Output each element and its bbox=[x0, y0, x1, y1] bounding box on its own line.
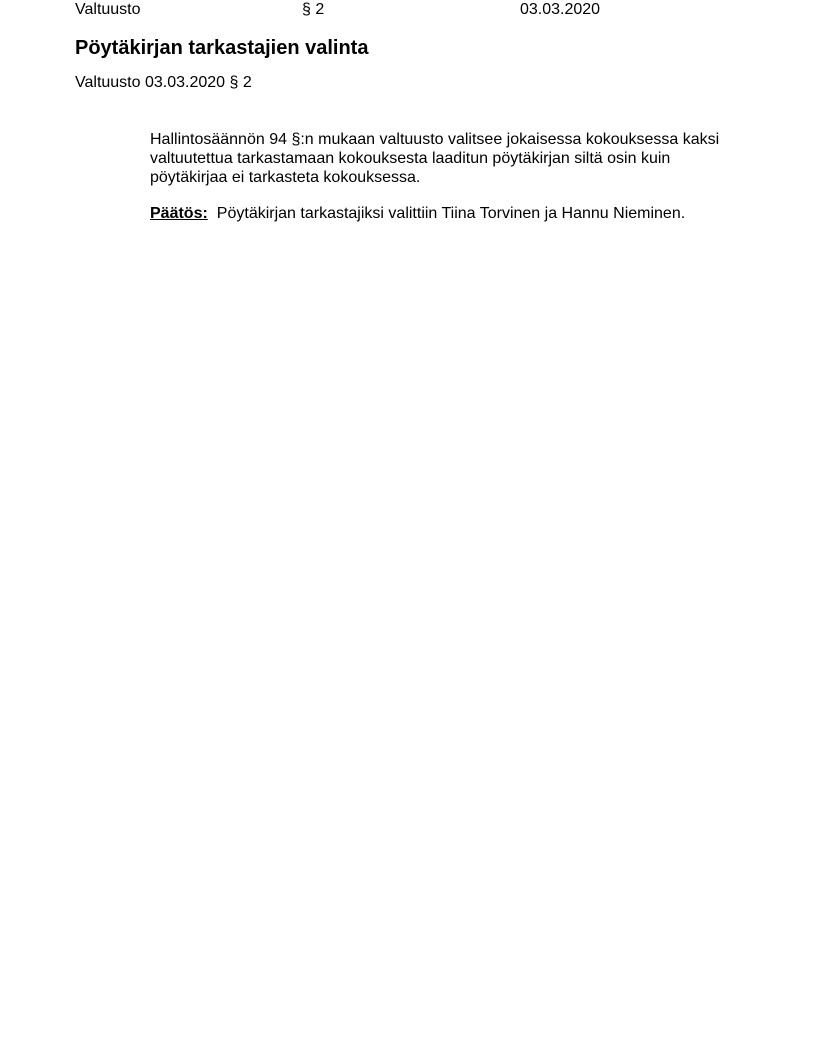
header-section-number: § 2 bbox=[302, 1, 325, 18]
paragraph-line: Hallintosäännön 94 §:n mukaan valtuusto valitsee jokaisessa kokouksessa kaksi bbox=[150, 131, 720, 148]
paragraph-line: valtuutettua tarkastamaan kokouksesta laaditun pöytäkirjan siltä osin kuin bbox=[150, 150, 671, 167]
decision-row bbox=[150, 204, 685, 223]
document-title: Pöytäkirjan tarkastajien valinta bbox=[75, 37, 369, 59]
section-reference: Valtuusto 03.03.2020 § 2 bbox=[75, 74, 252, 91]
header-organ-name: Valtuusto bbox=[75, 1, 141, 18]
page-header bbox=[0, 1, 816, 19]
decision-text: Pöytäkirjan tarkastajiksi valittiin Tiina Torvinen ja Hannu Nieminen. bbox=[216, 205, 686, 222]
header-date: 03.03.2020 bbox=[520, 1, 601, 18]
paragraph-line: pöytäkirjaa ei tarkasteta kokouksessa. bbox=[150, 169, 421, 186]
body-paragraph bbox=[150, 130, 719, 187]
decision-label: Päätös: bbox=[150, 205, 208, 222]
